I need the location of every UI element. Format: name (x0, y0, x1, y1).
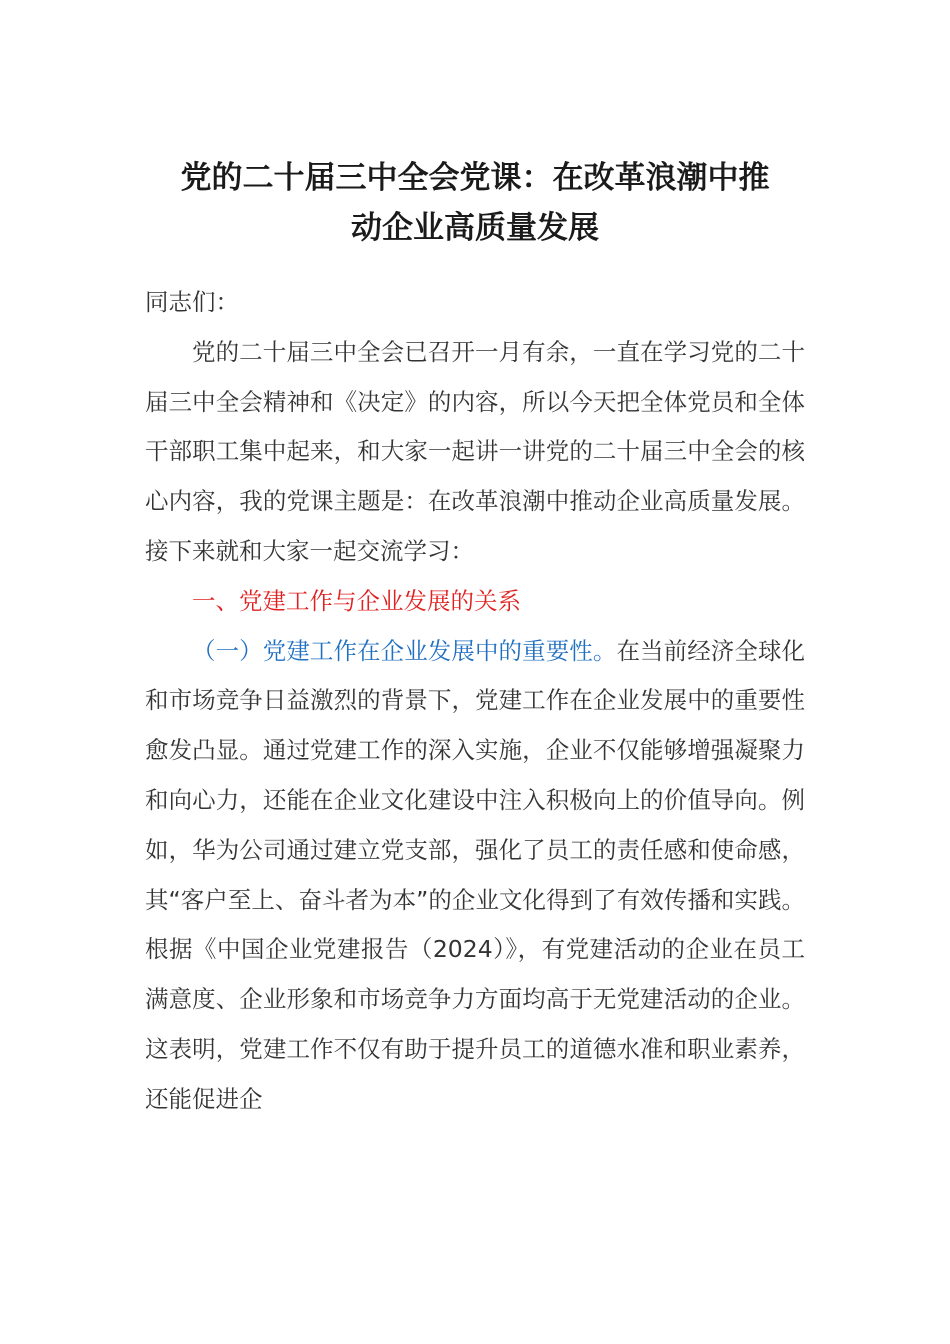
greeting: 同志们： (145, 288, 239, 316)
document-title (130, 153, 820, 253)
document-body (145, 278, 805, 1125)
title-line-1: 党的二十届三中全会党课：在改革浪潮中推 (180, 160, 770, 196)
title-line-2: 动企业高质量发展 (351, 210, 599, 246)
subsection-heading-1: （一）党建工作在企业发展中的重要性。 (192, 636, 617, 665)
paragraph-intro: 党的二十届三中全会已召开一月有余，一直在学习党的二十届三中全会精神和《决定》的内容，所以今天把全体党员和全体干部职工集中起来，和大家一起讲一讲党的二十届三中全会的核心内容，我的党课主题是：在改革浪潮中推动企业高质量发展。接下来就和大家一起交流学习： (145, 337, 805, 565)
subsection-body-1: 在当前经济全球化和市场竞争日益激烈的背景下，党建工作在企业发展中的重要性愈发凸显。通过党建工作的深入实施，企业不仅能够增强凝聚力和向心力，还能在企业文化建设中注入积极向上的价值导向。例如，华为公司通过建立党支部，强化了员工的责任感和使命感，其“客户至上、奋斗者为本”的企业文化得到了有效传播和实践。根据《中国企业党建报告（2024）》，有党建活动的企业在员工满意度、企业形象和市场竞争力方面均高于无党建活动的企业。这表明，党建工作不仅有助于提升员工的道德水准和职业素养，还能促进企 (145, 636, 806, 1113)
paragraph-subsection-1 (145, 627, 805, 1125)
section-heading-1: 一、党建工作与企业发展的关系 (192, 586, 521, 615)
